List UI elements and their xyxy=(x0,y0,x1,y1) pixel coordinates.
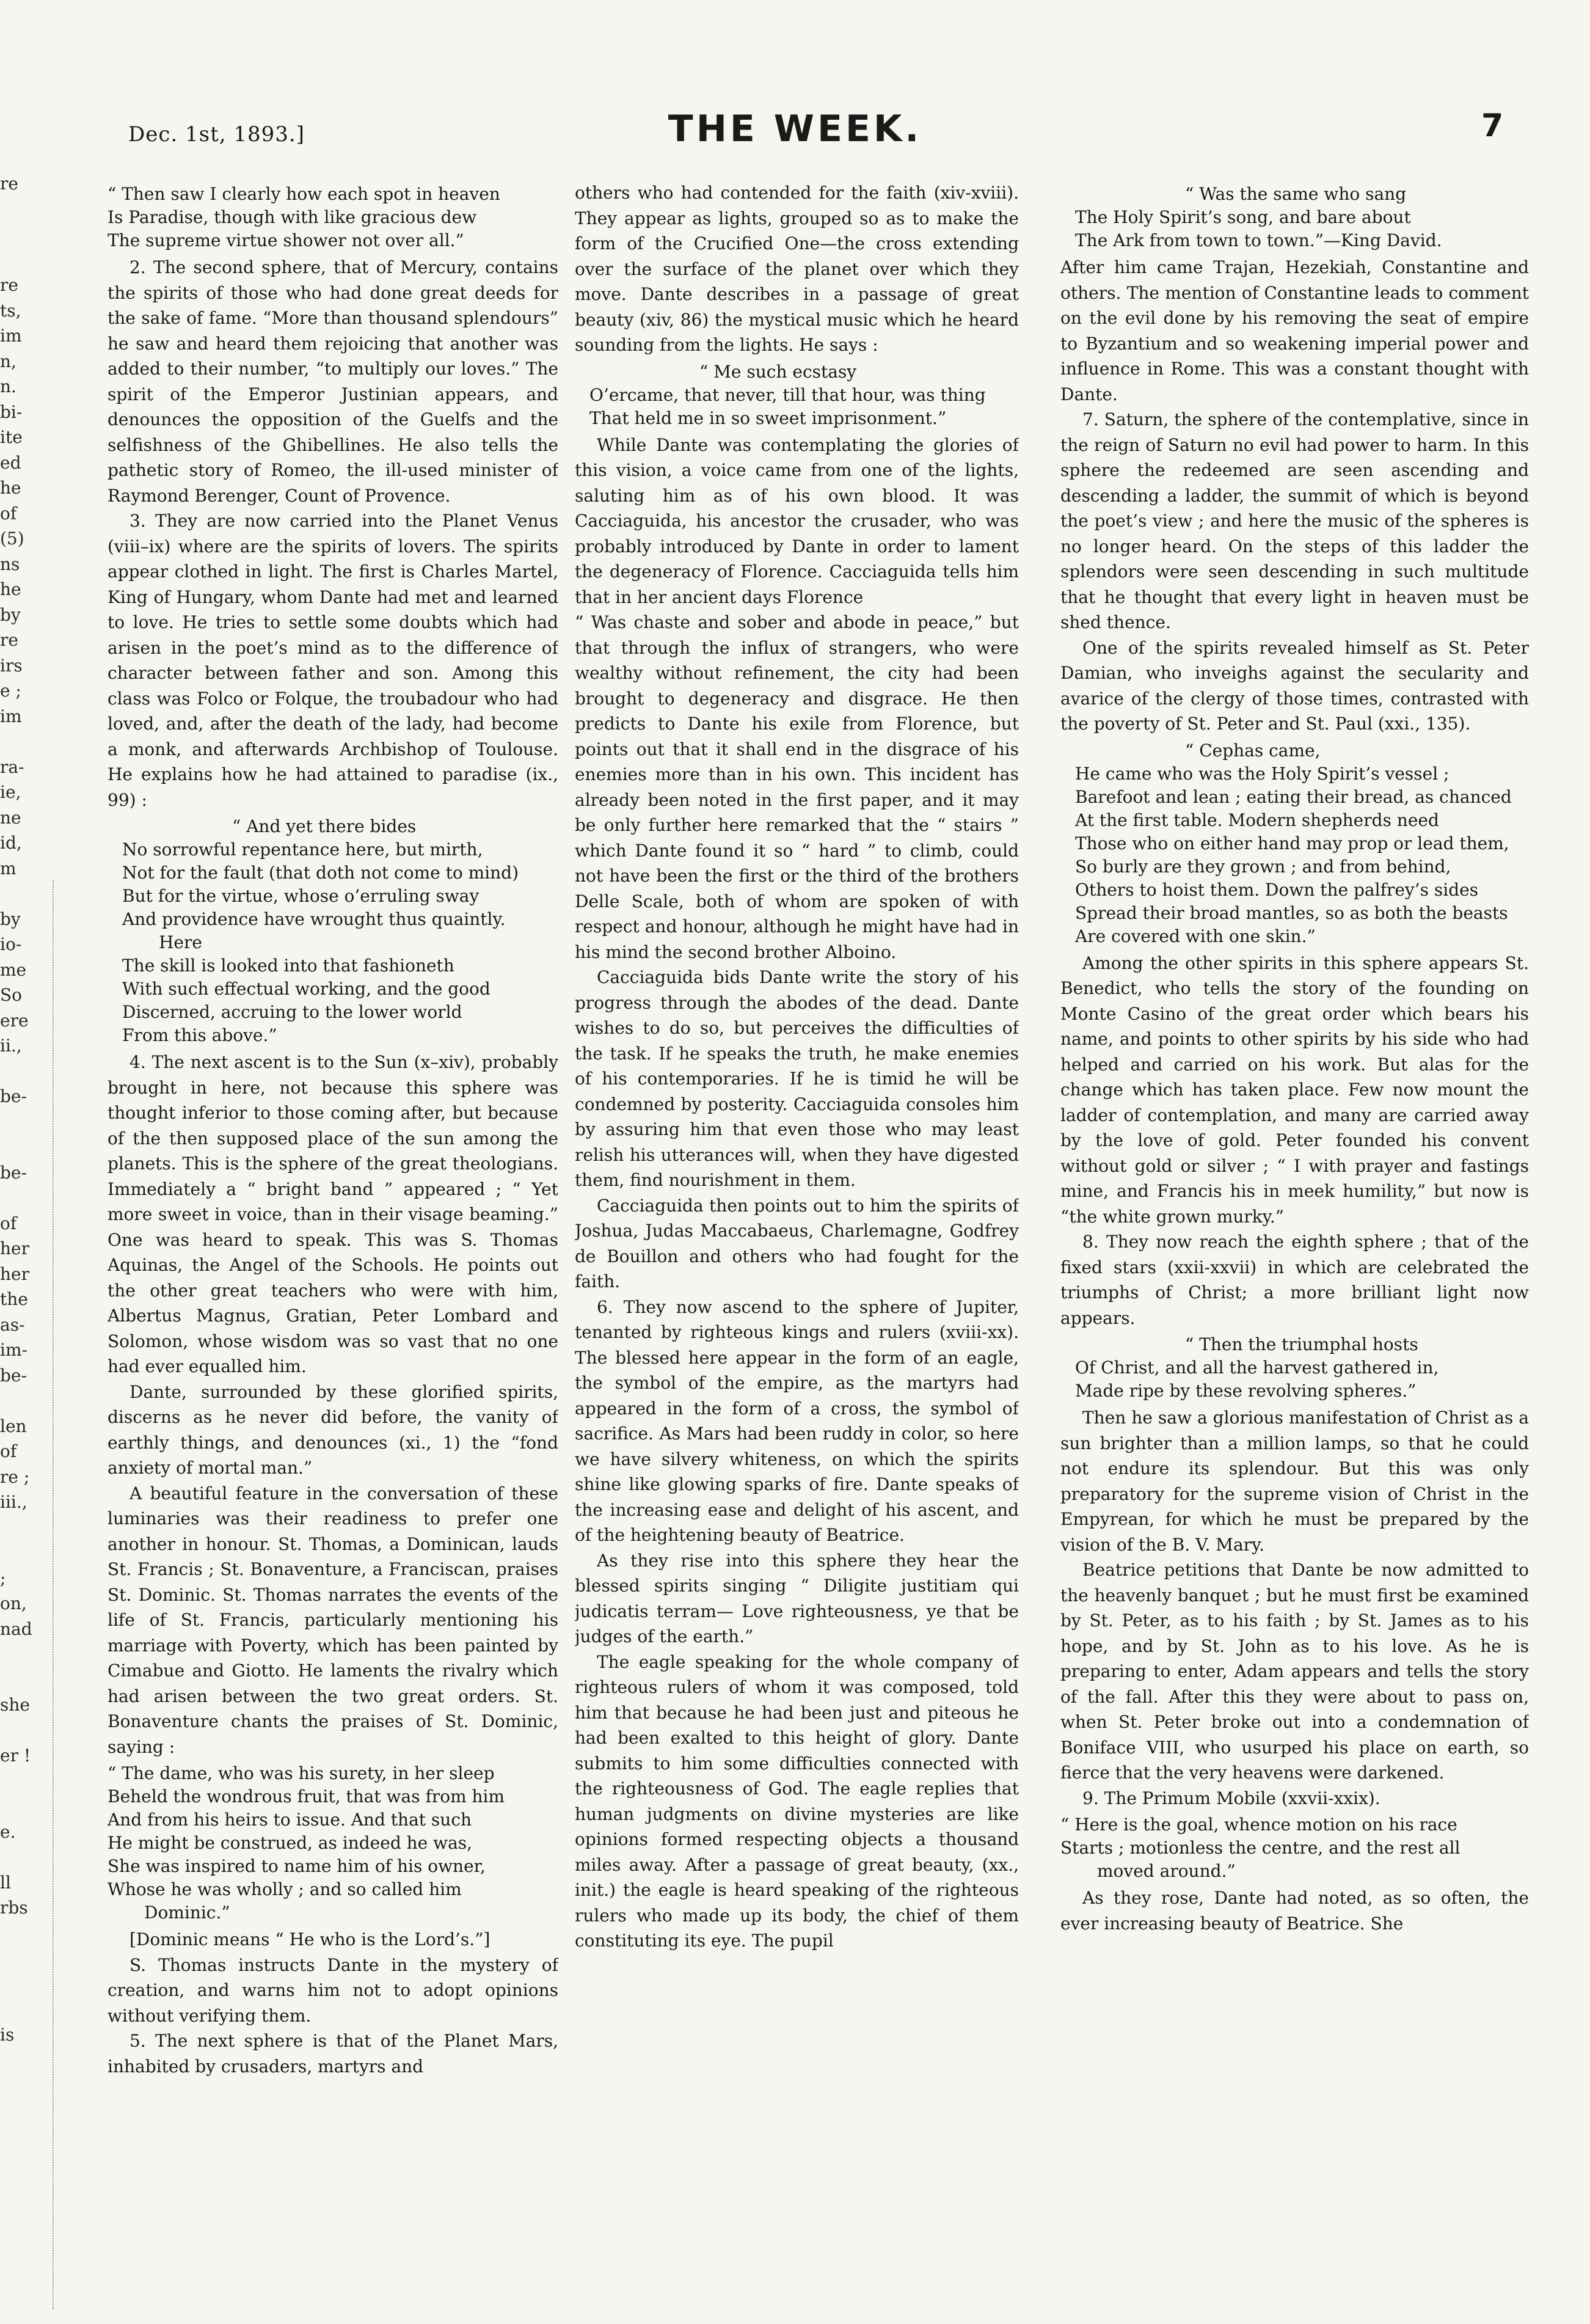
fragment-line xyxy=(0,1971,58,1997)
verse-quote xyxy=(1060,1333,1529,1403)
fragment-line: ii., xyxy=(0,1036,22,1056)
verse-quote xyxy=(1060,1813,1529,1883)
fragment-line: of xyxy=(0,503,17,524)
fragment-line: her xyxy=(0,1263,29,1284)
verse-line: moved around.” xyxy=(1097,1861,1236,1881)
verse-line: O’ercame, that never, till that hour, was thing xyxy=(589,384,986,405)
paragraph: Cacciaguida then points out to him the spirits of Joshua, Judas Maccabaeus, Charlemagne, Godfrey de Bouillon and others who had fought for the faith. xyxy=(575,1195,1019,1292)
fragment-line: ie, xyxy=(0,782,21,802)
paragraph: As they rose, Dante had noted, as so often, the ever increasing beauty of Beatrice. She xyxy=(1060,1888,1529,1934)
verse-line: “ Then saw I clearly how each spot in heaven xyxy=(108,184,500,204)
fragment-line: irs xyxy=(0,655,23,676)
paragraph: While Dante was contemplating the glories of this vision, a voice came from one of the lights, saluting him as of his own blood. It was Cacciaguida, his ancestor the crusader, who was probably introduced by Dante in order to lament the degeneracy of Florence. Cacciaguida tells him that in her ancient days Florence xyxy=(575,434,1019,607)
fragment-line: e. xyxy=(0,1821,16,1842)
verse-line: Are covered with one skin.” xyxy=(1075,926,1316,946)
verse-line: “ Here is the goal, whence motion on his race xyxy=(1060,1814,1457,1835)
fragment-line: m xyxy=(0,858,16,879)
verse-line: Others to hoist them. Down the palfrey’s sides xyxy=(1075,879,1479,900)
fragment-line: ts, xyxy=(0,300,21,321)
fragment-line xyxy=(0,1540,58,1566)
verse-quote xyxy=(575,360,1019,430)
column-3 xyxy=(1060,180,1529,2303)
fragment-line: ne xyxy=(0,807,21,828)
paragraph: The eagle speaking for the whole company of righteous rulers of whom it was composed, told him that because he had been just and piteous he had been exalted to this height of glory. Dante submits to him some difficulties connected with the righteousness of God. The eagle replies that human judgments on divine mysteries are like opinions formed respecting objects a thousand miles away. After a passage of great beauty, (xx., init.) the eagle is heard speaking of the righteous rulers who made up its body, the chief of them constituting its eye. The pupil xyxy=(575,1651,1019,1951)
fragment-line: is xyxy=(0,2024,15,2045)
fragment-line: on, xyxy=(0,1593,27,1613)
fragment-line: iii., xyxy=(0,1492,27,1512)
verse-line: She was inspired to name him of his owner, xyxy=(108,1856,486,1876)
paragraph: “ Was chaste and sober and abode in peace,” but that through the influx of strangers, who were wealthy without refinement, the city had been brought to degeneracy and disgrace. He then predicts to Dante his exile from Florence, but points out that it shall end in the disgrace of his enemies more than in his own. This incident has already been noted in the first paper, and it may be only further here remarked that the “ stairs ” which Dante found it so “ hard ” to climb, could not have been the first or the third of the brothers Delle Scale, both of whom are spoken of with respect and honour, although he might have had in his mind the second brother Alboino. xyxy=(575,612,1019,962)
paragraph: S. Thomas instructs Dante in the mystery of creation, and warns him not to adopt opinions without verifying them. xyxy=(108,1954,558,2026)
fragment-line: rbs xyxy=(0,1898,28,1918)
verse-line: He might be construed, as indeed he was, xyxy=(108,1833,473,1853)
verse-line: Of Christ, and all the harvest gathered in, xyxy=(1075,1357,1439,1378)
verse-line: Dominic.” xyxy=(144,1902,230,1923)
paragraph: 9. The Primum Mobile (xxvii-xxix). xyxy=(1082,1788,1380,1808)
verse-quote xyxy=(108,183,558,252)
fragment-line: nad xyxy=(0,1618,32,1639)
verse-line: Whose he was wholly ; and so called him xyxy=(108,1879,462,1899)
fragment-line xyxy=(0,1794,58,1819)
fragment-line xyxy=(0,247,58,273)
fragment-line: So xyxy=(0,985,23,1005)
fragment-line: ere xyxy=(0,1010,29,1031)
fragment-line: be- xyxy=(0,1086,27,1106)
fragment-line: id, xyxy=(0,833,22,853)
paragraph: 7. Saturn, the sphere of the contemplative, since in the reign of Saturn no evil had power to harm. In this sphere the redeemed are seen ascending and descending a ladder, the summit of which is beyond the poet’s view ; and here the music of the spheres is no longer heard. On the steps of this ladder the splendors were seen descending in such multitude that he thought that every light in heaven must be shed thence. xyxy=(1060,409,1529,632)
verse-quote xyxy=(1060,739,1529,948)
fragment-line xyxy=(0,197,58,222)
fragment-line: re xyxy=(0,174,18,194)
fragment-line xyxy=(0,1769,58,1794)
fragment-line xyxy=(0,1059,58,1084)
fragment-line: ll xyxy=(0,1872,11,1893)
paragraph: One of the spirits revealed himself as St. Peter Damian, who inveighs against the secularity and avarice of the clergy of those times, contrasted with the poverty of St. Peter and St. Paul (xxi., 135). xyxy=(1060,637,1529,734)
fragment-line: me xyxy=(0,959,27,980)
fragment-line: re xyxy=(0,630,18,650)
verse-line: Beheld the wondrous fruit, that was from him xyxy=(108,1786,505,1807)
verse-line: But for the virtue, whose o’erruling sway xyxy=(122,886,480,906)
fragment-line xyxy=(0,1515,58,1541)
verse-line: “ Cephas came, xyxy=(1185,740,1321,761)
fragment-line: as- xyxy=(0,1314,25,1335)
column-2 xyxy=(575,180,1019,2303)
fragment-line xyxy=(0,1997,58,2022)
fragment-line: ra- xyxy=(0,756,24,777)
fragment-line: io- xyxy=(0,934,22,954)
issue-date: Dec. 1st, 1893.] xyxy=(128,122,305,147)
verse-quote xyxy=(108,815,558,1047)
verse-line: Is Paradise, though with like gracious dew xyxy=(108,207,477,227)
fragment-line: im xyxy=(0,326,22,346)
paragraph: 3. They are now carried into the Planet Venus (viii–ix) where are the spirits of lovers. The spirits appear clothed in light. The first is Charles Martel, King of Hungary, whom Dante had met and learned to love. He tries to settle some doubts which had arisen in the poet’s mind as to the difference of character between father and son. Among this class was Folco or Folque, the troubadour who had loved, and, after the death of the lady, had become a monk, and afterwards Archbishop of Toulouse. He explains how he had attained to paradise (ix., 99) : xyxy=(108,511,558,810)
fragment-line xyxy=(0,1844,58,1870)
fragment-line: im xyxy=(0,706,22,726)
verse-line: From this above.” xyxy=(122,1025,277,1045)
fragment-line: (5) xyxy=(0,528,24,549)
verse-line: The skill is looked into that fashioneth xyxy=(122,956,454,976)
fragment-line: she xyxy=(0,1695,30,1715)
paragraph: Among the other spirits in this sphere appears St. Benedict, who tells the story of the founding on Monte Casino of the great order which bears his name, and points to other spirits by his side who had helped and carried on his work. But alas for the change which has taken place. Few now mount the ladder of contemplation, and many are carried away by the love of gold. Peter founded his convent without gold or silver ; “ I with prayer and fastings mine, and Francis his in meek humility,” but now is “the white grown murky.” xyxy=(1060,952,1529,1227)
verse-line: The supreme virtue shower not over all.” xyxy=(108,230,464,250)
verse-line: “ Was the same who sang xyxy=(1185,184,1407,204)
verse-line: Discerned, accruing to the lower world xyxy=(122,1002,462,1022)
fragment-line: of xyxy=(0,1441,17,1461)
fragment-line: ite xyxy=(0,427,23,447)
verse-line: That held me in so sweet imprisonment.” xyxy=(589,407,947,428)
paragraph: 5. The next sphere is that of the Planet Mars, inhabited by crusaders, martyrs and xyxy=(108,2031,558,2077)
paragraph: 6. They now ascend to the sphere of Jupiter, tenanted by righteous kings and rulers (xviii-xx). The blessed here appear in the form of an eagle, the symbol of the empire, as the martyrs had appeared in the form of a cross, the symbol of sacrifice. As Mars had been ruddy in color, so here we have silvery whiteness, on which the spirits shine like glowing sparks of fire. Dante speaks of the increasing ease and delight of his ascent, and of the heightening beauty of Beatrice. xyxy=(575,1296,1019,1545)
fragment-line xyxy=(0,1109,58,1135)
verse-line: No sorrowful repentance here, but mirth, xyxy=(122,839,483,860)
fragment-line xyxy=(0,1185,58,1211)
newspaper-title: THE WEEK. xyxy=(668,108,922,150)
fragment-line: the xyxy=(0,1289,28,1309)
fragment-line xyxy=(0,1946,58,1971)
verse-line: The Ark from town to town.”—King David. xyxy=(1075,230,1442,250)
fragment-line: im- xyxy=(0,1340,27,1360)
verse-line: “ Then the triumphal hosts xyxy=(1185,1334,1418,1354)
fragment-line: e ; xyxy=(0,681,21,701)
paragraph: Beatrice petitions that Dante be now admitted to the heavenly banquet ; but he must first be examined by St. Peter, as to his faith ; by St. James as to his hope, and by St. John as to his love. As he is preparing to enter, Adam appears and tells the story of the fall. After this they were about to pass on, when St. Peter broke out into a condemnation of Boniface VIII, who usurped his place on earth, so fierce that the very heavens were darkened. xyxy=(1060,1560,1529,1783)
editorial-note: [Dominic means “ He who is the Lord’s.”] xyxy=(129,1929,490,1949)
fragment-line xyxy=(0,1921,58,1946)
fragment-line: he xyxy=(0,478,21,498)
fragment-line: re xyxy=(0,275,18,295)
gutter-rule xyxy=(53,880,55,2309)
fragment-line xyxy=(0,1388,58,1414)
verse-line: And from his heirs to issue. And that such xyxy=(108,1810,472,1830)
fragment-line: len xyxy=(0,1416,27,1436)
fragment-line: ns xyxy=(0,554,20,574)
fragment-line: n. xyxy=(0,376,16,396)
verse-line: So burly are they grown ; and from behind, xyxy=(1075,856,1451,877)
fragment-line: n, xyxy=(0,351,16,371)
verse-line: Those who on either hand may prop or lead them, xyxy=(1075,833,1509,853)
fragment-line xyxy=(0,1642,58,1667)
fragment-line: of xyxy=(0,1213,17,1233)
column-1 xyxy=(108,180,558,2303)
fragment-line: he xyxy=(0,579,21,599)
paragraph: As they rise into this sphere they hear the blessed spirits singing “ Diligite justitiam qui judicatis terram— Love righteousness, ye that be judges of the earth.” xyxy=(575,1550,1019,1646)
page-number: 7 xyxy=(1481,108,1504,144)
verse-quote xyxy=(1060,183,1529,252)
paragraph: After him came Trajan, Hezekiah, Constantine and others. The mention of Constantine leads to comment on the evil done by his removing the seat of empire to Byzantium and so weakening imperial power and influence in Rome. This was a constant thought with Dante. xyxy=(1060,257,1529,404)
verse-line: Spread their broad mantles, so as both the beasts xyxy=(1075,902,1508,923)
paragraph: 2. The second sphere, that of Mercury, contains the spirits of those who had done great deeds for the sake of fame. “More than thousand splendours” he saw and heard them rejoicing that another was added to their number, “to multiply our loves.” The spirit of the Emperor Justinian appears, and denounces the opposition of the Guelfs and the selfishness of the Ghibellines. He also tells the pathetic story of Romeo, the ill-used minister of Raymond Berenger, Count of Provence. xyxy=(108,257,558,506)
verse-line: The Holy Spirit’s song, and bare about xyxy=(1075,207,1411,227)
paragraph: others who had contended for the faith (xiv-xviii). They appear as lights, grouped so as to make the form of the Crucified One—the cross extending over the surface of the planet over which they move. Dante describes in a passage of great beauty (xiv, 86) the mystical music which he heard sounding from the lights. He says : xyxy=(575,183,1019,355)
fragment-line xyxy=(0,1135,58,1160)
verse-line: Not for the fault (that doth not come to mind) xyxy=(122,863,519,883)
fragment-line: her xyxy=(0,1238,29,1259)
paragraph: Dante, surrounded by these glorified spirits, discerns as he never did before, the vanity of earthly things, and denounces (xi., 1) the “fond anxiety of mortal man.” xyxy=(108,1381,558,1478)
verse-line: Here xyxy=(159,932,202,952)
fragment-line: ed xyxy=(0,452,21,473)
verse-line: Starts ; motionless the centre, and the rest all xyxy=(1060,1838,1461,1858)
paragraph: Then he saw a glorious manifestation of Christ as a sun brighter than a million lamps, so that he could not endure its splendour. But this was only preparatory for the supreme vision of Christ in the Empyrean, for which he must be prepared by the vision of the B. V. Mary. xyxy=(1060,1408,1529,1555)
fragment-line: be- xyxy=(0,1365,27,1386)
fragment-line xyxy=(0,1667,58,1693)
verse-line: Barefoot and lean ; eating their bread, as chanced xyxy=(1075,786,1512,807)
fragment-line: ; xyxy=(0,1568,6,1588)
paragraph: 8. They now reach the eighth sphere ; that of the fixed stars (xxii-xxvii) in which are celebrated the triumphs of Christ; a more brilliant light now appears. xyxy=(1060,1232,1529,1328)
verse-quote xyxy=(108,1762,558,1924)
fragment-line xyxy=(0,729,58,755)
verse-line: And providence have wrought thus quaintly. xyxy=(122,909,506,929)
verse-line: “ Me such ecstasy xyxy=(699,361,857,382)
fragment-line: bi- xyxy=(0,401,23,422)
verse-line: Made ripe by these revolving spheres.” xyxy=(1075,1381,1417,1401)
paragraph: A beautiful feature in the conversation of these luminaries was their readiness to prefer one another in honour. St. Thomas, a Dominican, lauds St. Francis ; St. Bonaventure, a Franciscan, praises St. Dominic. St. Thomas narrates the events of the life of St. Francis, particularly mentioning his marriage with Poverty, which has been painted by Cimabue and Giotto. He laments the rivalry which had arisen between the two great orders. St. Bonaventure chants the praises of St. Dominic, saying : xyxy=(108,1483,558,1757)
fragment-line: by xyxy=(0,908,21,929)
verse-line: With such effectual working, and the good xyxy=(122,979,490,999)
fragment-line: by xyxy=(0,604,21,625)
verse-line: At the first table. Modern shepherds need xyxy=(1075,809,1439,830)
fragment-line xyxy=(0,1718,58,1744)
adjacent-page-fragment xyxy=(0,171,58,2047)
paragraph: Cacciaguida bids Dante write the story of his progress through the abodes of the dead. Dante wishes to do so, but perceives the difficulties of the task. If he speaks the truth, he make enemies of his contemporaries. If he is timid he will be condemned by posterity. Cacciaguida consoles him by assuring him that even those who may least relish his utterances will, when they have digested them, find nourishment in them. xyxy=(575,967,1019,1190)
verse-line: He came who was the Holy Spirit’s vessel ; xyxy=(1075,763,1450,784)
verse-line: “ And yet there bides xyxy=(232,816,417,836)
fragment-line: re ; xyxy=(0,1466,30,1487)
paragraph: 4. The next ascent is to the Sun (x–xiv), probably brought in here, not because this sphere was thought inferior to those coming after, but because of the then supposed place of the sun among the planets. This is the sphere of the great theologians. Immediately a “ bright band ” appeared ; “ Yet more sweet in voice, than in their visage beaming.” One was heard to speak. This was S. Thomas Aquinas, the Angel of the Schools. He points out the other great teachers who were with him, Albertus Magnus, Gratian, Peter Lombard and Solomon, whose wisdom was so vast that no one had ever equalled him. xyxy=(108,1052,558,1376)
fragment-line: er ! xyxy=(0,1745,31,1766)
fragment-line: be- xyxy=(0,1162,27,1183)
fragment-line xyxy=(0,881,58,907)
verse-line: “ The dame, who was his surety, in her sleep xyxy=(108,1763,495,1783)
fragment-line xyxy=(0,222,58,247)
